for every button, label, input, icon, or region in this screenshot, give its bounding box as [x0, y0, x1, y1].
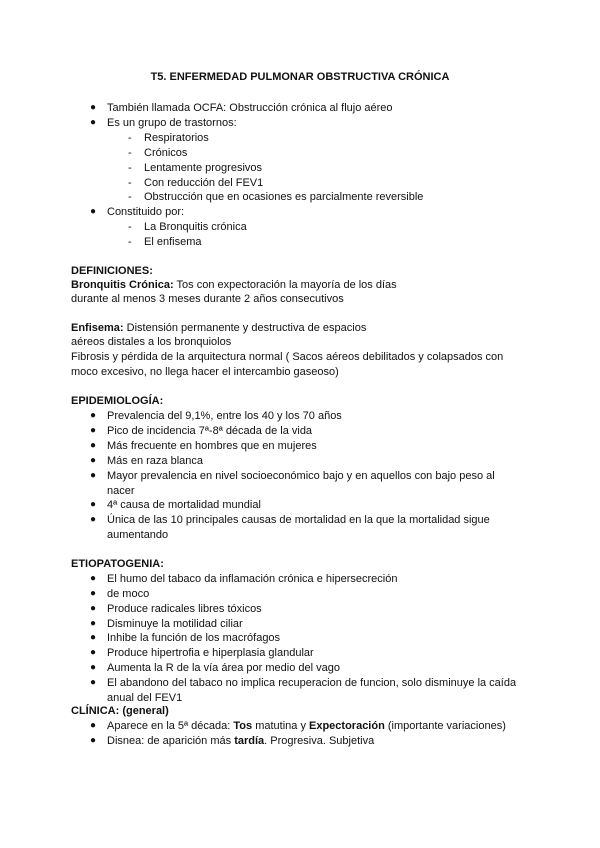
list-item-continuation: aumentando [107, 529, 169, 541]
dash-marker: - [128, 132, 132, 144]
dash-marker: - [128, 177, 132, 189]
clinica-bold: tardía [234, 735, 265, 747]
enfisema-text: Distensión permanente y destructiva de espacios [123, 322, 367, 334]
clinica-heading: CLÍNICA: (general) [71, 705, 169, 717]
dash-marker: - [128, 147, 132, 159]
bullet-icon: ● [89, 410, 97, 421]
list-item: Mayor prevalencia en nivel socioeconómico bajo y en aquellos con bajo peso al [107, 470, 495, 482]
dash-marker: - [128, 221, 132, 233]
sub-item: Con reducción del FEV1 [144, 177, 264, 189]
bronquitis-definition [71, 278, 397, 293]
sub-item: La Bronquitis crónica [144, 221, 247, 233]
enfisema-text-line3: Fibrosis y pérdida de la arquitectura normal ( Sacos aéreos debilitados y colapsados con [71, 351, 504, 363]
list-item: Inhibe la función de los macrófagos [107, 632, 281, 644]
list-item: Única de las 10 principales causas de mortalidad en la que la mortalidad sigue [107, 514, 490, 526]
bullet-icon: ● [89, 588, 97, 599]
list-item: Pico de incidencia 7ª-8ª década de la vida [107, 425, 313, 437]
list-item: Aumenta la R de la vía área por medio del vago [107, 662, 340, 674]
sub-item: Obstrucción que en ocasiones es parcialmente reversible [144, 191, 424, 203]
bullet-icon: ● [89, 632, 97, 643]
dash-marker: - [128, 191, 132, 203]
bullet-icon: ● [89, 677, 97, 688]
bullet-icon: ● [89, 514, 97, 525]
list-item: Produce hipertrofia e hiperplasia glandular [107, 647, 314, 659]
bullet-icon: ● [89, 647, 97, 658]
list-item: Prevalencia del 9,1%, entre los 40 y los 70 años [107, 410, 342, 422]
sub-item: Crónicos [144, 147, 188, 159]
sub-item: Respiratorios [144, 132, 209, 144]
list-item: Produce radicales libres tóxicos [107, 603, 262, 615]
list-item-continuation: nacer [107, 485, 135, 497]
list-item: El humo del tabaco da inflamación crónica e hipersecreción [107, 573, 398, 585]
intro-item: También llamada OCFA: Obstrucción crónica al flujo aéreo [107, 102, 393, 114]
bullet-icon: ● [89, 440, 97, 451]
dash-marker: - [128, 162, 132, 174]
enfisema-text-line2: aéreos distales a los bronquiolos [71, 336, 232, 348]
enfisema-label: Enfisema: [71, 322, 124, 334]
clinica-bold: Tos [233, 720, 253, 732]
clinica-bold: Expectoración [309, 720, 385, 732]
list-item: El abandono del tabaco no implica recuperacion de funcion, solo disminuye la caída [107, 677, 517, 689]
bronquitis-label: Bronquitis Crónica: [71, 279, 174, 291]
clinica-text: . Progresiva. Subjetiva [264, 735, 375, 747]
intro-item: Constituido por: [107, 206, 185, 218]
enfisema-text-line4: moco excesivo, no llega hacer el intercambio gaseoso) [71, 366, 339, 378]
list-item: Disminuye la motilidad ciliar [107, 618, 243, 630]
bullet-icon: ● [89, 735, 97, 746]
bullet-icon: ● [89, 470, 97, 481]
clinica-text: Aparece en la 5ª década: [107, 720, 234, 732]
clinica-text: (importante variaciones) [384, 720, 506, 732]
intro-item: Es un grupo de trastornos: [107, 117, 237, 129]
bullet-icon: ● [89, 662, 97, 673]
clinica-text: Disnea: de aparición más [107, 735, 235, 747]
bullet-icon: ● [89, 117, 97, 128]
bullet-icon: ● [89, 573, 97, 584]
bullet-icon: ● [89, 455, 97, 466]
bullet-icon: ● [89, 603, 97, 614]
clinica-text: matutina y [252, 720, 309, 732]
list-item: de moco [107, 588, 150, 600]
clinica-item-2 [107, 734, 374, 749]
enfisema-definition [71, 321, 366, 336]
page-title: T5. ENFERMEDAD PULMONAR OBSTRUCTIVA CRÓNICA [150, 71, 450, 83]
clinica-item-1 [107, 719, 506, 734]
bullet-icon: ● [89, 499, 97, 510]
sub-item: El enfisema [144, 236, 202, 248]
epidemiologia-heading: EPIDEMIOLOGÍA: [71, 395, 164, 407]
list-item-continuation: anual del FEV1 [107, 692, 183, 704]
sub-item: Lentamente progresivos [144, 162, 263, 174]
bullet-icon: ● [89, 206, 97, 217]
bullet-icon: ● [89, 618, 97, 629]
list-item: Más en raza blanca [107, 455, 203, 467]
bronquitis-text: Tos con expectoración la mayoría de los días [173, 279, 397, 291]
etiopatogenia-heading: ETIOPATOGENIA: [71, 558, 164, 570]
dash-marker: - [128, 236, 132, 248]
bullet-icon: ● [89, 102, 97, 113]
list-item: 4ª causa de mortalidad mundial [107, 499, 261, 511]
bullet-icon: ● [89, 425, 97, 436]
bullet-icon: ● [89, 720, 97, 731]
list-item: Más frecuente en hombres que en mujeres [107, 440, 317, 452]
bronquitis-text-line2: durante al menos 3 meses durante 2 años consecutivos [71, 293, 344, 305]
definiciones-heading: DEFINICIONES: [71, 265, 153, 277]
